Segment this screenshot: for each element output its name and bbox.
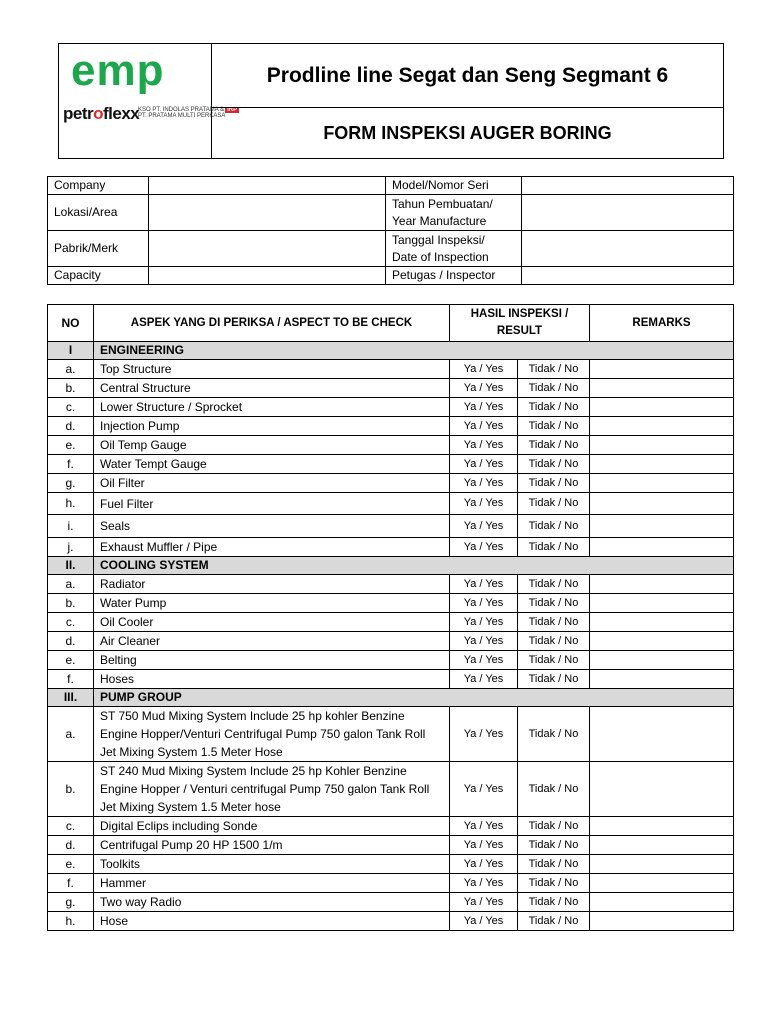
item-description: Oil Cooler (94, 613, 450, 632)
result-no-option[interactable]: Tidak / No (518, 398, 590, 417)
result-yes-option[interactable]: Ya / Yes (450, 855, 518, 874)
result-no-option[interactable]: Tidak / No (518, 707, 590, 762)
item-description: Lower Structure / Sprocket (94, 398, 450, 417)
col-header-result: HASIL INSPEKSI / RESULT (450, 305, 590, 342)
remarks-field[interactable] (590, 874, 734, 893)
item-number: d. (48, 836, 94, 855)
remarks-field[interactable] (590, 817, 734, 836)
item-number: d. (48, 417, 94, 436)
remarks-field[interactable] (590, 855, 734, 874)
table-row (48, 538, 734, 557)
capacity-label: Capacity (48, 267, 149, 285)
remarks-field[interactable] (590, 893, 734, 912)
item-number: a. (48, 707, 94, 762)
item-description: Air Cleaner (94, 632, 450, 651)
table-row (48, 455, 734, 474)
result-yes-option[interactable]: Ya / Yes (450, 538, 518, 557)
result-no-option[interactable]: Tidak / No (518, 417, 590, 436)
result-yes-option[interactable]: Ya / Yes (450, 707, 518, 762)
remarks-field[interactable] (590, 474, 734, 493)
form-subtitle: FORM INSPEKSI AUGER BORING (323, 122, 612, 143)
table-row (48, 474, 734, 493)
col-header-no: NO (48, 305, 94, 342)
remarks-field[interactable] (590, 670, 734, 689)
table-row (48, 893, 734, 912)
item-number: c. (48, 613, 94, 632)
result-yes-option[interactable]: Ya / Yes (450, 912, 518, 931)
table-row (48, 515, 734, 538)
item-description: Digital Eclips including Sonde (94, 817, 450, 836)
item-description: Centrifugal Pump 20 HP 1500 1/m (94, 836, 450, 855)
result-yes-option[interactable]: Ya / Yes (450, 360, 518, 379)
table-row (48, 874, 734, 893)
result-no-option[interactable]: Tidak / No (518, 379, 590, 398)
item-number: a. (48, 575, 94, 594)
table-row (48, 379, 734, 398)
item-number: j. (48, 538, 94, 557)
item-number: e. (48, 651, 94, 670)
table-row (48, 912, 734, 931)
company-field[interactable] (149, 177, 386, 195)
equipment-info-table (47, 176, 734, 285)
result-no-option[interactable]: Tidak / No (518, 493, 590, 515)
table-row (48, 855, 734, 874)
col-header-aspect: ASPEK YANG DI PERIKSA / ASPECT TO BE CHECK (94, 305, 450, 342)
emp-logo: emp (71, 46, 165, 95)
table-row (48, 817, 734, 836)
remarks-field[interactable] (590, 707, 734, 762)
item-number: c. (48, 398, 94, 417)
item-number: c. (48, 817, 94, 836)
section-row (48, 557, 734, 575)
section-title: PUMP GROUP (94, 689, 734, 707)
col-header-remarks: REMARKS (590, 305, 734, 342)
table-row (48, 493, 734, 515)
item-description: Hoses (94, 670, 450, 689)
table-row (48, 360, 734, 379)
remarks-field[interactable] (590, 651, 734, 670)
item-description: Oil Filter (94, 474, 450, 493)
result-yes-option[interactable]: Ya / Yes (450, 436, 518, 455)
company-label: Company (48, 177, 149, 195)
section-number: I (48, 342, 94, 360)
result-yes-option[interactable]: Ya / Yes (450, 379, 518, 398)
item-description: Two way Radio (94, 893, 450, 912)
item-number: g. (48, 893, 94, 912)
result-yes-option[interactable]: Ya / Yes (450, 455, 518, 474)
item-description: ST 750 Mud Mixing System Include 25 hp kohler Benzine Engine Hopper/Venturi Centrifugal Pump 750 galon Tank Roll Jet Mixing System 1.5 Meter Hose (94, 707, 450, 762)
result-yes-option[interactable]: Ya / Yes (450, 632, 518, 651)
result-no-option[interactable]: Tidak / No (518, 762, 590, 817)
result-no-option[interactable]: Tidak / No (518, 912, 590, 931)
model-label: Model/Nomor Seri (386, 177, 522, 195)
remarks-field[interactable] (590, 417, 734, 436)
petugas-label: Petugas / Inspector (386, 267, 522, 285)
item-description: Seals (94, 515, 450, 538)
item-description: Water Tempt Gauge (94, 455, 450, 474)
result-no-option[interactable]: Tidak / No (518, 594, 590, 613)
result-no-option[interactable]: Tidak / No (518, 855, 590, 874)
result-yes-option[interactable]: Ya / Yes (450, 651, 518, 670)
result-yes-option[interactable]: Ya / Yes (450, 613, 518, 632)
result-yes-option[interactable]: Ya / Yes (450, 474, 518, 493)
inspection-table (47, 304, 734, 931)
result-yes-option[interactable]: Ya / Yes (450, 417, 518, 436)
table-row (48, 398, 734, 417)
item-number: f. (48, 455, 94, 474)
result-no-option[interactable]: Tidak / No (518, 360, 590, 379)
result-yes-option[interactable]: Ya / Yes (450, 762, 518, 817)
item-number: f. (48, 874, 94, 893)
table-row (48, 707, 734, 762)
result-yes-option[interactable]: Ya / Yes (450, 836, 518, 855)
item-description: Exhaust Muffler / Pipe (94, 538, 450, 557)
item-number: h. (48, 912, 94, 931)
result-no-option[interactable]: Tidak / No (518, 515, 590, 538)
remarks-field[interactable] (590, 493, 734, 515)
table-row (48, 417, 734, 436)
remarks-field[interactable] (590, 360, 734, 379)
item-description: Radiator (94, 575, 450, 594)
table-row (48, 836, 734, 855)
item-description: Oil Temp Gauge (94, 436, 450, 455)
item-number: e. (48, 855, 94, 874)
table-row (48, 651, 734, 670)
result-no-option[interactable]: Tidak / No (518, 632, 590, 651)
section-number: II. (48, 557, 94, 575)
tahun-field[interactable] (522, 195, 734, 231)
remarks-field[interactable] (590, 836, 734, 855)
item-number: a. (48, 360, 94, 379)
table-row (48, 575, 734, 594)
logo-cell (59, 44, 238, 158)
table-row (48, 670, 734, 689)
item-number: b. (48, 762, 94, 817)
result-yes-option[interactable]: Ya / Yes (450, 398, 518, 417)
remarks-field[interactable] (590, 575, 734, 594)
result-yes-option[interactable]: Ya / Yes (450, 575, 518, 594)
result-yes-option[interactable]: Ya / Yes (450, 893, 518, 912)
item-description: Hose (94, 912, 450, 931)
remarks-field[interactable] (590, 436, 734, 455)
pabrik-field[interactable] (149, 231, 386, 267)
tanggal-field[interactable] (522, 231, 734, 267)
result-no-option[interactable]: Tidak / No (518, 613, 590, 632)
remarks-field[interactable] (590, 912, 734, 931)
petugas-field[interactable] (522, 267, 734, 285)
section-title: ENGINEERING (94, 342, 734, 360)
result-no-option[interactable]: Tidak / No (518, 874, 590, 893)
table-row (48, 762, 734, 817)
remarks-field[interactable] (590, 762, 734, 817)
remarks-field[interactable] (590, 398, 734, 417)
remarks-field[interactable] (590, 613, 734, 632)
partner-stamp: KSO PT. INDOLAS PRATAMA & IRP PT. PRATAMA MULTI PERKASA (138, 107, 238, 119)
item-number: g. (48, 474, 94, 493)
petroflexx-logo: petroflexx (63, 104, 140, 123)
lokasi-label: Lokasi/Area (48, 195, 149, 231)
remarks-field[interactable] (590, 379, 734, 398)
item-number: d. (48, 632, 94, 651)
result-no-option[interactable]: Tidak / No (518, 836, 590, 855)
result-yes-option[interactable]: Ya / Yes (450, 670, 518, 689)
result-no-option[interactable]: Tidak / No (518, 817, 590, 836)
pabrik-label: Pabrik/Merk (48, 231, 149, 267)
form-header (58, 43, 724, 159)
item-number: f. (48, 670, 94, 689)
result-no-option[interactable]: Tidak / No (518, 651, 590, 670)
remarks-field[interactable] (590, 455, 734, 474)
item-description: Fuel Filter (94, 493, 450, 515)
item-description: Hammer (94, 874, 450, 893)
model-field[interactable] (522, 177, 734, 195)
result-no-option[interactable]: Tidak / No (518, 436, 590, 455)
lokasi-field[interactable] (149, 195, 386, 231)
section-title: COOLING SYSTEM (94, 557, 734, 575)
item-number: b. (48, 594, 94, 613)
result-no-option[interactable]: Tidak / No (518, 575, 590, 594)
tanggal-label: Tanggal Inspeksi/ Date of Inspection (386, 231, 522, 267)
result-yes-option[interactable]: Ya / Yes (450, 594, 518, 613)
result-no-option[interactable]: Tidak / No (518, 670, 590, 689)
page-title: Prodline line Segat dan Seng Segmant 6 (266, 63, 669, 87)
table-row (48, 436, 734, 455)
item-description: Injection Pump (94, 417, 450, 436)
remarks-field[interactable] (590, 594, 734, 613)
item-description: Toolkits (94, 855, 450, 874)
capacity-field[interactable] (149, 267, 386, 285)
item-number: i. (48, 515, 94, 538)
result-yes-option[interactable]: Ya / Yes (450, 817, 518, 836)
section-row (48, 342, 734, 360)
item-description: Water Pump (94, 594, 450, 613)
section-number: III. (48, 689, 94, 707)
table-row (48, 594, 734, 613)
result-no-option[interactable]: Tidak / No (518, 455, 590, 474)
table-row (48, 632, 734, 651)
remarks-field[interactable] (590, 538, 734, 557)
result-no-option[interactable]: Tidak / No (518, 893, 590, 912)
result-yes-option[interactable]: Ya / Yes (450, 874, 518, 893)
result-yes-option[interactable]: Ya / Yes (450, 493, 518, 515)
section-row (48, 689, 734, 707)
item-number: b. (48, 379, 94, 398)
result-no-option[interactable]: Tidak / No (518, 538, 590, 557)
table-row (48, 613, 734, 632)
item-description: Top Structure (94, 360, 450, 379)
item-number: e. (48, 436, 94, 455)
item-number: h. (48, 493, 94, 515)
item-description: Belting (94, 651, 450, 670)
item-description: ST 240 Mud Mixing System Include 25 hp Kohler Benzine Engine Hopper / Venturi centrifugal Pump 750 galon Tank Roll Jet Mixing System 1.5 Meter hose (94, 762, 450, 817)
remarks-field[interactable] (590, 515, 734, 538)
result-no-option[interactable]: Tidak / No (518, 474, 590, 493)
tahun-label: Tahun Pembuatan/ Year Manufacture (386, 195, 522, 231)
remarks-field[interactable] (590, 632, 734, 651)
result-yes-option[interactable]: Ya / Yes (450, 515, 518, 538)
item-description: Central Structure (94, 379, 450, 398)
